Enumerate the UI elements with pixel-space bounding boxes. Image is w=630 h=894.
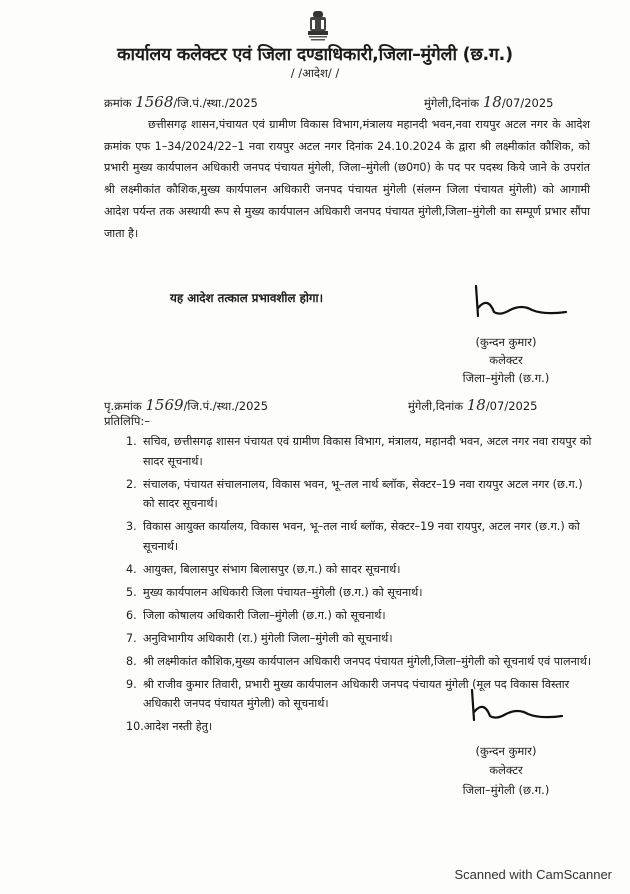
copy-label: प्रतिलिपि:– xyxy=(104,414,150,428)
list-item-text: अनुविभागीय अधिकारी (रा.) मुंगेली जिला–मुंगेली को सूचनार्थ। xyxy=(143,631,393,645)
endorsement-reference xyxy=(104,396,268,414)
list-item xyxy=(126,560,596,580)
list-item-number: 10. xyxy=(126,720,144,733)
list-item-text: श्री राजीव कुमार तिवारी, प्रभारी मुख्य कार्यपालन अधिकारी जनपद पंचायत मुंगेली (मूल पद विकास विस्तार अधिकारी जनपद पंचायत मुंगेली) को सूचनार्थ। xyxy=(143,677,570,710)
list-item-text: विकास आयुक्त कार्यालय, विकास भवन, भू–तल नार्थ ब्लॉक, सेक्टर–19 नवा रायपुर, अटल नगर (छ.ग.) को सूचनार्थ। xyxy=(143,520,580,553)
signatory-designation: कलेक्टर xyxy=(489,763,523,777)
place-date-label: मुंगेली,दिनांक xyxy=(424,96,480,110)
list-item-number: 9. xyxy=(126,677,137,691)
endorsement-date xyxy=(408,396,537,414)
endorsement-ref-label: पृ.क्रमांक xyxy=(104,399,142,413)
list-item xyxy=(126,475,596,514)
endorsement-place-date-label: मुंगेली,दिनांक xyxy=(408,399,464,413)
endorsement-date-day: 18 xyxy=(466,396,486,414)
list-item xyxy=(126,583,596,603)
signatory-designation: कलेक्टर xyxy=(489,353,523,367)
effect-line: यह आदेश तत्काल प्रभावशील होगा। xyxy=(170,291,324,305)
date-day: 18 xyxy=(482,93,502,111)
list-item-text: श्री लक्ष्मीकांत कौशिक,मुख्य कार्यपालन अधिकारी जनपद पंचायत मुंगेली,जिला–मुंगेली को सूचनार्थ एवं पालनार्थ। xyxy=(143,654,592,668)
ref-suffix: /जि.पं./स्था./2025 xyxy=(173,96,258,110)
list-item xyxy=(126,432,596,471)
list-item-number: 5. xyxy=(126,585,137,599)
list-item-number: 7. xyxy=(126,631,137,645)
list-item-text: सचिव, छत्तीसगढ़ शासन पंचायत एवं ग्रामीण विकास विभाग, मंत्रालय, महानदी भवन, अटल नगर नवा रायपुर को सादर सूचनार्थ। xyxy=(143,435,592,468)
list-item-number: 4. xyxy=(126,562,137,576)
signatory-district: जिला–मुंगेली (छ.ग.) xyxy=(462,371,550,385)
date-suffix: /07/2025 xyxy=(501,96,554,110)
order-reference xyxy=(104,93,258,111)
office-title: कार्यालय कलेक्टर एवं जिला दण्डाधिकारी,जिला–मुंगेली (छ.ग.) xyxy=(117,45,513,65)
endorsement-ref-number: 1569 xyxy=(145,396,184,414)
signature-icon xyxy=(466,686,566,726)
list-item-text: आयुक्त, बिलासपुर संभाग बिलासपुर (छ.ग.) को सादर सूचनार्थ। xyxy=(143,562,401,576)
signatory-name: (कुन्दन कुमार) xyxy=(475,335,537,349)
signature-icon xyxy=(470,282,570,322)
endorsement-ref-suffix: /जि.पं./स्था./2025 xyxy=(183,399,269,413)
list-item-text: मुख्य कार्यपालन अधिकारी जिला पंचायत–मुंगेली (छ.ग.) को सूचनार्थ। xyxy=(143,585,423,599)
signatory-district: जिला–मुंगेली (छ.ग.) xyxy=(462,783,550,797)
order-body: छत्तीसगढ़ शासन,पंचायत एवं ग्रामीण विकास विभाग,मंत्रालय महानदी भवन,नवा रायपुर अटल नगर के आदेश क्रमांक एफ 1–34/2024/22–1 नवा रायपुर अटल नगर दिनांक 24.10.2024 के द्वारा श्री लक्ष्मीकांत कौशिक, को प्रभारी मुख्य कार्यपालन अधिकारी जनपद पंचायत मुंगेली, जिला–मुंगेली (छ0ग0) के पद पर पदस्थ किये जाने के उपरांत श्री लक्ष्मीकांत कौशिक,मुख्य कार्यपालन अधिकारी जनपद पंचायत मुंगेली (संलग्न जिला पंचायत मुंगेली) को आगामी आदेश पर्यन्त तक अस्थायी रूप से मुख्य कार्यपालन अधिकारी जनपद पंचायत मुंगेली,जिला–मुंगेली का सम्पूर्ण प्रभार सौंपा जाता है। xyxy=(104,118,590,240)
order-date xyxy=(424,93,553,111)
list-item-number: 2. xyxy=(126,477,137,491)
list-item xyxy=(126,652,596,672)
list-item-text: आदेश नस्ती हेतु। xyxy=(143,720,213,733)
list-item-number: 8. xyxy=(126,654,137,668)
signatory-name: (कुन्दन कुमार) xyxy=(475,744,537,758)
list-item-number: 3. xyxy=(126,520,137,533)
list-item xyxy=(126,629,596,649)
list-item-number: 1. xyxy=(126,435,137,448)
ref-label: क्रमांक xyxy=(104,96,132,110)
list-item xyxy=(126,606,596,626)
list-item xyxy=(126,517,596,556)
order-heading: / /आदेश/ / xyxy=(290,66,340,80)
state-emblem-icon xyxy=(304,10,332,44)
list-item-text: जिला कोषालय अधिकारी जिला–मुंगेली (छ.ग.) को सूचनार्थ। xyxy=(143,608,386,622)
list-item-text: संचालक, पंचायत संचालनालय, विकास भवन, भू–तल नार्थ ब्लॉक, सेक्टर–19 नवा रायपुर अटल नगर (छ.ग.) को सादर सूचनार्थ। xyxy=(143,477,583,510)
endorsement-date-suffix: /07/2025 xyxy=(485,399,538,413)
list-item-number: 6. xyxy=(126,608,137,622)
scanner-watermark: Scanned with CamScanner xyxy=(454,867,612,882)
ref-number: 1568 xyxy=(135,93,174,111)
